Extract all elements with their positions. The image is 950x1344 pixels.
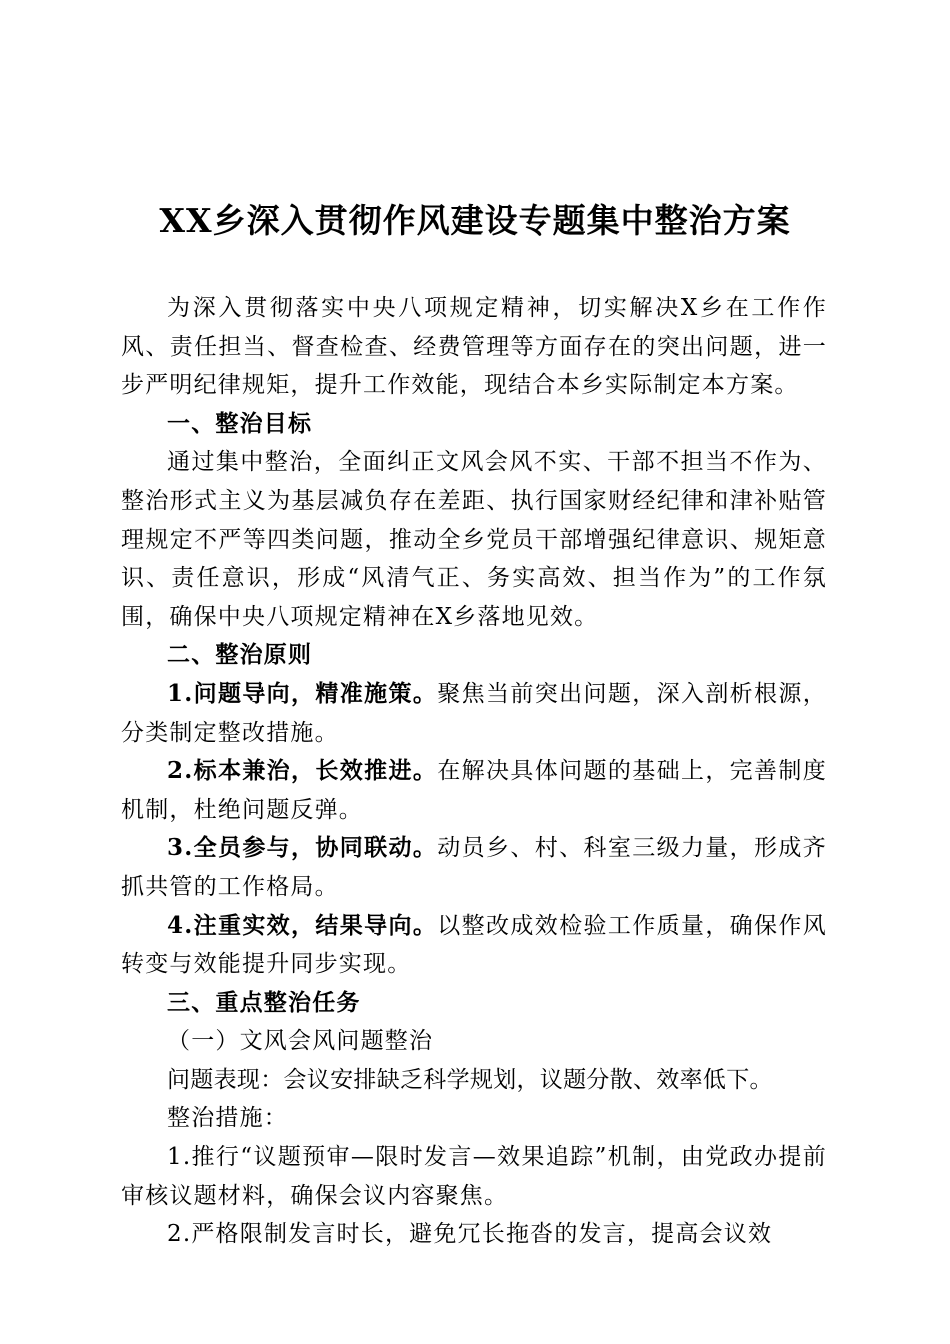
document-body [121,289,827,1254]
principle-item [121,675,827,752]
principle-lead: 2.标本兼治，长效推进。 [167,757,438,785]
principle-item [121,907,827,984]
document-title: XX乡深入贯彻作风建设专题集中整治方案 [159,201,791,240]
section-heading-tasks: 三、重点整治任务 [167,988,361,1016]
principle-text: 动员乡、村、科室三级力量，形成齐抓共管的工作格局。 [121,835,827,900]
section-heading-principles: 二、整治原则 [167,641,313,669]
principle-lead: 1.问题导向，精准施策。 [167,679,438,707]
subsection-heading: （一）文风会风问题整治 [167,1028,434,1055]
principle-item [121,829,827,906]
principle-item [121,752,827,829]
principle-lead: 4.注重实效，结果导向。 [167,911,438,939]
principle-text: 聚焦当前突出问题，深入剖析根源，分类制定整改措施。 [121,680,827,746]
measure-item: 1.推行“议题预审—限时发言—效果追踪”机制，由党政办提前审核议题材料，确保会议内容聚焦。 [121,1144,827,1209]
measure-item: 2.严格限制发言时长，避免冗长拖沓的发言，提高会议效 [167,1221,773,1248]
measures-label: 整治措施： [167,1105,288,1132]
principle-text: 以整改成效检验工作质量，确保作风转变与效能提升同步实现。 [121,912,827,978]
principle-lead: 3.全员参与，协同联动。 [167,834,438,862]
problem-paragraph: 问题表现：会议安排缺乏科学规划，议题分散、效率低下。 [167,1066,773,1093]
intro-paragraph: 为深入贯彻落实中央八项规定精神，切实解决X乡在工作作风、责任担当、督查检查、经费管理等方面存在的突出问题，进一步严明纪律规矩，提升工作效能，现结合本乡实际制定本方案。 [121,295,827,399]
goals-paragraph: 通过集中整治，全面纠正文风会风不实、干部不担当不作为、整治形式主义为基层减负存在差距、执行国家财经纪律和津补贴管理规定不严等四类问题，推动全乡党员干部增强纪律意识、规矩意识、责任意识，形成“风清气正、务实高效、担当作为”的工作氛围，确保中央八项规定精神在X乡落地见效。 [121,449,827,630]
section-heading-goals: 一、整治目标 [167,409,313,437]
principle-text: 在解决具体问题的基础上，完善制度机制，杜绝问题反弹。 [121,758,827,823]
